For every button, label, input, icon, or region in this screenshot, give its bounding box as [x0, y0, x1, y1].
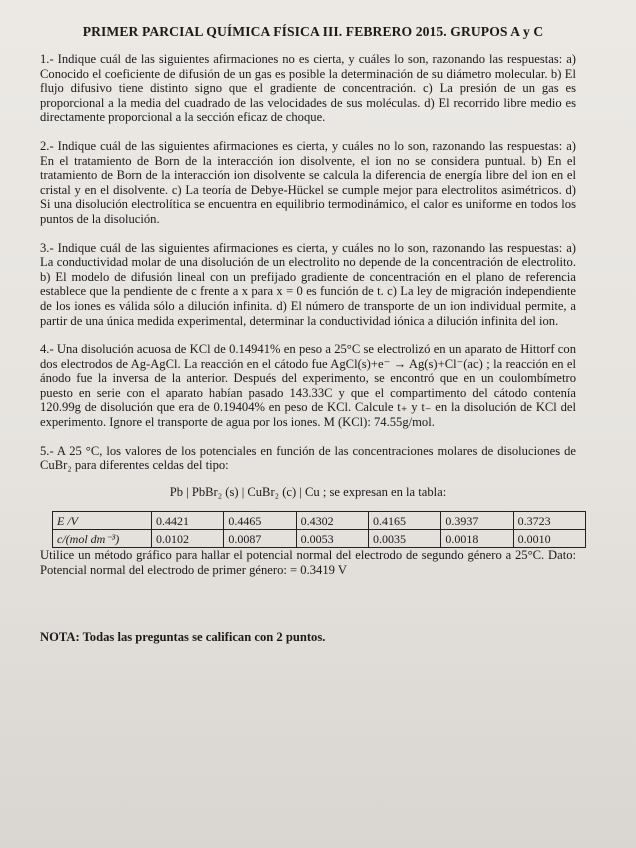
question-5-text: 5.- A 25 °C, los valores de los potenciales en función de las concentraciones molares de disoluciones de CuBr₂ para diferentes celdas del tipo: — [40, 443, 576, 473]
table-cell: 0.4165 — [368, 512, 440, 530]
table-cell: 0.0053 — [296, 530, 368, 548]
data-table — [52, 511, 586, 548]
table-cell: 0.0010 — [513, 530, 585, 548]
row-header-e: E /V — [53, 512, 152, 530]
table-cell: 0.3723 — [513, 512, 585, 530]
question-2-text: 2.- Indique cuál de las siguientes afirmaciones es cierta, y cuáles no lo son, razonando las respuestas: a) En el tratamiento de Born de la interacción ion disolvente, el ion no se considera puntual. b) En el tratamiento de Born de la interacción ion disolvente se calcula la diferencia de energía libre del ion en el cristal y en el disolvente. c) La teoría de Debye-Hückel se cumple mejor para electrolitos asimétricos. d) Si una disolución electrolítica se encuentra en equilibrio termodinámico, el calor es uniforme en todos los puntos de la disolución. — [40, 138, 576, 226]
question-3-text: 3.- Indique cuál de las siguientes afirmaciones es cierta, y cuáles no lo son, razonando las respuestas: a) La conductividad molar de una disolución de un electrolito no depende de la concentración de electrolito. b) El modelo de difusión lineal con un prefijado gradiente de concentración en el plano de referencia establece que la pendiente de c frente a x para x = 0 es función de t. c) La ley de migración independiente de los iones es válida sólo a dilución infinita. d) El número de transporte de un ion individual permite, a partir de una única medida experimental, determinar la conductividad iónica a dilución infinita del ion. — [40, 240, 576, 328]
question-2 — [40, 139, 576, 227]
question-5 — [40, 444, 576, 578]
table-cell: 0.4465 — [224, 512, 296, 530]
table-cell: 0.0087 — [224, 530, 296, 548]
table-row — [53, 530, 586, 548]
cell-formula: Pb | PbBr₂ (s) | CuBr₂ (c) | Cu ; se expresan en la tabla: — [169, 484, 447, 499]
table-cell: 0.3937 — [441, 512, 513, 530]
question-1 — [40, 52, 576, 125]
question-4 — [40, 342, 576, 430]
grading-note: NOTA: Todas las preguntas se califican con 2 puntos. — [40, 629, 326, 644]
table-row — [53, 512, 586, 530]
table-cell: 0.0035 — [368, 530, 440, 548]
question-4-text: 4.- Una disolución acuosa de KCl de 0.14941% en peso a 25°C se electrolizó en un aparato de Hittorf con dos electrodos de Ag-AgCl. La reacción en el cátodo fue AgCl(s)+e⁻ → Ag(s)+Cl⁻(ac) ; la reacción en el ánodo fue la inversa de la anterior. Después del experimento, se encontró que en un coulombímetro puesto en serie con el aparato habían pasado 143.33C y que el compartimento del cátodo contenía 120.99g de disolución que era de 0.19404% en peso de KCl. Calcule t₊ y t₋ en la disolución de KCl del experimento. Ignore el transporte de agua por los iones. M (KCl): 74.55g/mol. — [40, 342, 576, 430]
question-3 — [40, 241, 576, 329]
table-cell: 0.0102 — [152, 530, 224, 548]
row-header-c: c/(mol dm⁻³) — [53, 530, 152, 548]
table-cell: 0.0018 — [441, 530, 513, 548]
question-1-text: 1.- Indique cuál de las siguientes afirmaciones no es cierta, y cuáles lo son, razonando las respuestas: a) Conocido el coeficiente de difusión de un gas es posible la determinación de su diámetro molecular. b) El flujo difusivo tiene distinto signo que el gradiente de concentración. c) La presión de un gas es proporcional a la media del cuadrado de las velocidades de sus moléculas. d) El recorrido libre medio es directamente proporcional a la sección eficaz de choque. — [40, 52, 576, 125]
question-5-instructions: Utilice un método gráfico para hallar el potencial normal del electrodo de segundo género a 25°C. Dato: Potencial normal del electrodo de primer género: = 0.3419 V — [40, 548, 576, 578]
table-cell: 0.4421 — [152, 512, 224, 530]
exam-title: PRIMER PARCIAL QUÍMICA FÍSICA III. FEBRERO 2015. GRUPOS A y C — [82, 24, 544, 39]
table-cell: 0.4302 — [296, 512, 368, 530]
